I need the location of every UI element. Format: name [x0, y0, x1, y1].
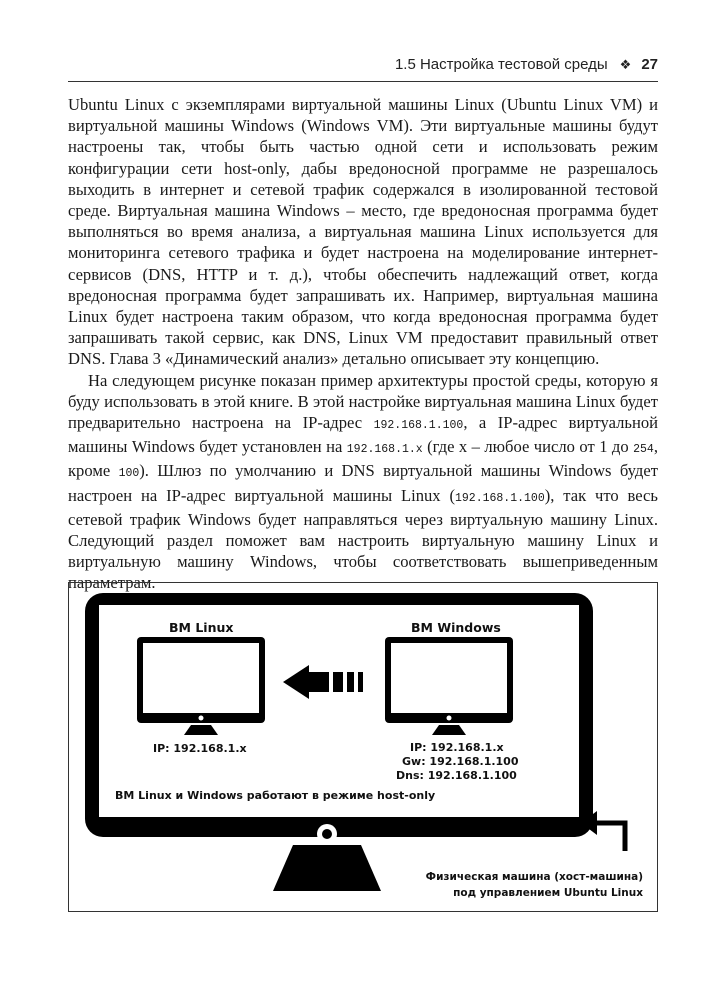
windows-vm-ip: IP: 192.168.1.x: [410, 741, 504, 754]
range-end: 254: [633, 443, 654, 457]
section-title: 1.5 Настройка тестовой среды: [394, 56, 608, 73]
range-except: 100: [118, 467, 140, 481]
paragraph-2: На следующем рисунке показан пример архитектуры простой среды, которую я буду использовать в этой книге. В этой настройке виртуальная машина Linux будет предварительно настроена на IP-адрес 192.168.1.100, а IP-адрес виртуальной машины Windows будет установлен на 192.168.1.x (где x – любое число от 1 до 254, кроме 100). Шлюз по умолчанию и DNS виртуальной машины Windows будет настроен на IP-адрес виртуальной машины Linux (192.168.1.100), так что весь сетевой трафик Windows будет направляться через виртуальную машину Linux. Следующий раздел поможет вам настроить виртуальную машину Linux и виртуальную машину Windows, чтобы соответствовать вышеприведенным параметрам.: [68, 370, 659, 593]
linux-vm-title: ВМ Linux: [169, 620, 234, 635]
page-number: 27: [641, 56, 658, 73]
host-monitor-stand: [273, 845, 381, 891]
host-machine-caption-line-2: под управлением Ubuntu Linux: [453, 887, 643, 899]
host-machine-caption-line-1: Физическая машина (хост-машина): [425, 871, 643, 883]
ip-windows: 192.168.1.x: [346, 443, 423, 457]
body-text: [68, 94, 658, 594]
linux-vm-ip: IP: 192.168.1.x: [153, 742, 247, 755]
network-diagram-figure: [68, 582, 658, 912]
diamond-separator-icon: ❖: [619, 57, 632, 72]
running-header: [68, 56, 658, 76]
host-only-mode-caption: ВМ Linux и Windows работают в режиме host-only: [115, 789, 436, 802]
header-rule: [68, 81, 658, 82]
paragraph-1: Ubuntu Linux с экземплярами виртуальной машины Linux (Ubuntu Linux VM) и виртуальной машины Windows (Windows VM). Эти виртуальные машины будут настроены так, чтобы быть частью одной сети и использовать режим конфигурации сети host-only, дабы вредоносной программе не разрешалось выходить в интернет и сетевой трафик содержался в изолированной тестовой среде. Виртуальная машина Windows – место, где вредоносная программа будет выполняться во время анализа, а виртуальная машина Linux используется для мониторинга сетевого трафика и будет настроена на моделирование интернет-сервисов (DNS, HTTP и т. д.), чтобы обеспечить надлежащий ответ, когда вредоносная программа будет запрашивать их. Например, виртуальная машина Linux будет настроена таким образом, что когда вредоносная программа будет запрашивать такой сервис, как DNS, Linux VM предоставит правильный ответ DNS. Глава 3 «Динамический анализ» детально описывает эту концепцию.: [68, 95, 658, 369]
windows-vm-title: ВМ Windows: [411, 620, 501, 635]
windows-vm-gateway: Gw: 192.168.1.100: [402, 755, 519, 768]
range-start: 1: [599, 437, 608, 457]
windows-vm-dns: Dns: 192.168.1.100: [396, 769, 517, 782]
ip-linux: 192.168.1.100: [373, 419, 464, 433]
ip-gateway: 192.168.1.100: [455, 491, 545, 505]
